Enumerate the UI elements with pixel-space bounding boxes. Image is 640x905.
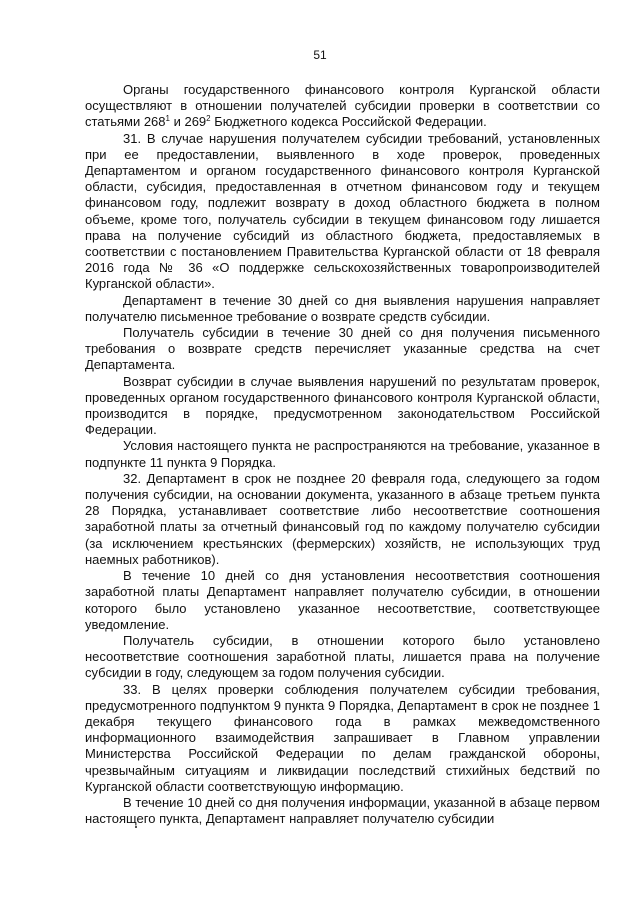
paragraph-item-31: 31. В случае нарушения получателем субсидии требований, установленных при ее предоставлении, выявленного в ходе проверок, проведенных Департаментом и органом государственного финансового контроля Курганской области, субсидия, предоставленная в отчетном финансовом году и текущем финансовом году, подлежит возврату в доход областного бюджета в полном объеме, кроме того, получатель субсидии в текущем финансовом году лишается права на получение субсидий из областного бюджета, предоставляемых в соответствии с постановлением Правительства Курганской области от 18 февраля 2016 года № 36 «О поддержке сельскохозяйственных товаропроизводителей Курганской области». xyxy=(85,130,600,292)
superscript: 2 xyxy=(206,114,211,124)
page-number: 51 xyxy=(313,48,327,62)
paragraph-text: и 269 xyxy=(169,114,207,130)
scan-speck xyxy=(135,826,137,828)
document-body xyxy=(85,82,600,827)
paragraph-audit-bodies xyxy=(85,82,600,131)
paragraph: Возврат субсидии в случае выявления нарушений по результатам проверок, проведенных органом государственного финансового контроля Курганской области, производится в порядке, предусмотренном законодательством Российской Федерации. xyxy=(85,373,600,438)
paragraph: Получатель субсидии в течение 30 дней со дня получения письменного требования о возврате средств перечисляет указанные средства на счет Департамента. xyxy=(85,325,600,373)
paragraph: Условия настоящего пункта не распространяются на требование, указанное в подпункте 11 пункта 9 Порядка. xyxy=(85,438,600,470)
paragraph-text: Бюджетного кодекса Российской Федерации. xyxy=(210,114,487,130)
paragraph-text: Органы государственного финансового контроля Курганской области осуществляют в отношении получателей субсидии проверки в соответствии со статьями 268 xyxy=(85,82,600,130)
paragraph: В течение 10 дней со дня получения информации, указанной в абзаце первом настоящего пункта, Департамент направляет получателю субсидии xyxy=(85,794,600,827)
paragraph: Получатель субсидии, в отношении которого было установлено несоответствие соотношения заработной платы, лишается права на получение субсидии в году, следующем за годом получения субсидии. xyxy=(85,632,600,681)
paragraph-item-33: 33. В целях проверки соблюдения получателем субсидии требования, предусмотренного подпунктом 9 пункта 9 Порядка, Департамент в срок не позднее 1 декабря текущего финансового года в рамках межведомственного информационного взаимодействия запрашивает в Главном управлении Министерства Российской Федерации по делам гражданской обороны, чрезвычайным ситуациям и ликвидации последствий стихийных бедствий по Курганской области соответствующую информацию. xyxy=(85,681,600,794)
superscript: 1 xyxy=(165,114,170,124)
paragraph-item-32: 32. Департамент в срок не позднее 20 февраля года, следующего за годом получения субсидии, на основании документа, указанного в абзаце третьем пункта 28 Порядка, устанавливает соответствие либо несоответствие соотношения заработной платы за отчетный финансовый год по каждому получателю субсидии (за исключением крестьянских (фермерских) хозяйств, не использующих труд наемных работников). xyxy=(85,470,600,567)
paragraph: В течение 10 дней со дня установления несоответствия соотношения заработной платы Департамент направляет получателю субсидии, в отношении которого было установлено указанное несоответствие, соответствующее уведомление. xyxy=(85,568,600,632)
paragraph: Департамент в течение 30 дней со дня выявления нарушения направляет получателю письменное требование о возврате средств субсидии. xyxy=(85,292,600,324)
